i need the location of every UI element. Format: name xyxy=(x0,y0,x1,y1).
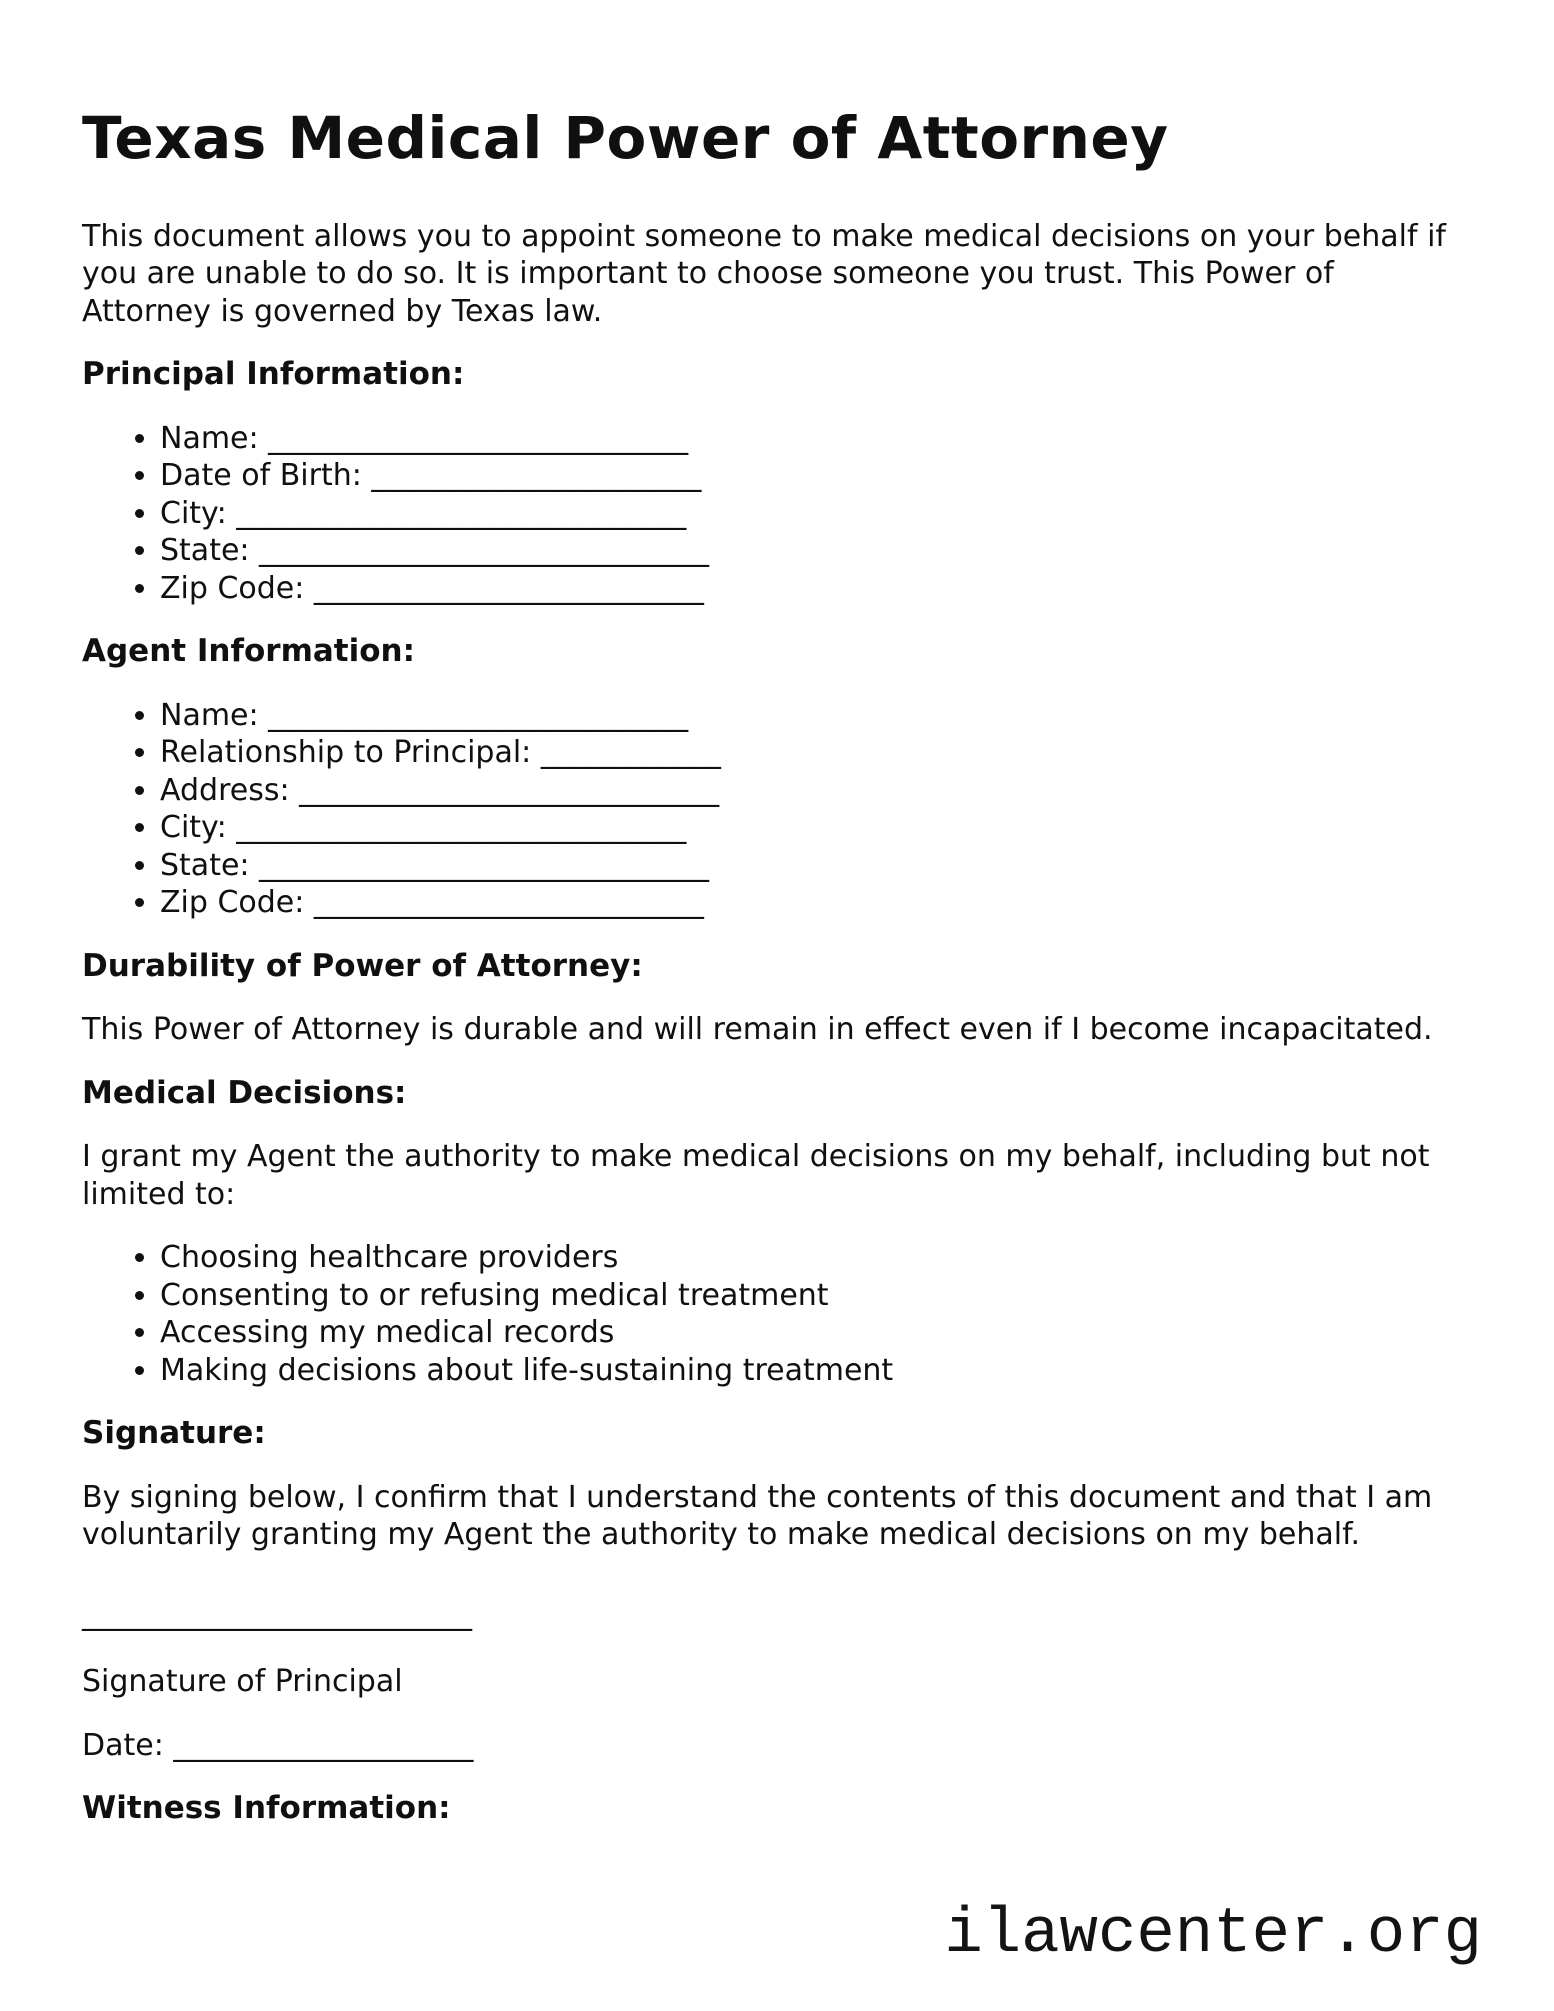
durability-heading: Durability of Power of Attorney: xyxy=(82,947,643,984)
medical-decision-item: • Accessing my medical records xyxy=(160,1314,1472,1352)
principal-zip-field: • Zip Code: __________________________ xyxy=(160,570,1472,608)
witness-info-heading: Witness Information: xyxy=(82,1790,451,1827)
principal-city-field: • City: ______________________________ xyxy=(160,495,1472,533)
medical-decision-item: • Consenting to or refusing medical treatment xyxy=(160,1277,1472,1315)
agent-state-field: • State: ______________________________ xyxy=(160,847,1472,885)
agent-relationship-field: • Relationship to Principal: ____________ xyxy=(160,734,1472,772)
agent-fields-list xyxy=(82,697,1472,922)
signature-caption: Signature of Principal xyxy=(82,1664,403,1700)
principal-state-field: • State: ______________________________ xyxy=(160,532,1472,570)
signature-paragraph: By signing below, I confirm that I understand the contents of this document and that I am voluntarily granting my Agent the authority to make medical decisions on my behalf. xyxy=(82,1479,1433,1553)
medical-decision-item: • Making decisions about life-sustaining treatment xyxy=(160,1352,1472,1390)
principal-signature-line: __________________________ xyxy=(82,1596,472,1632)
durability-paragraph: This Power of Attorney is durable and will remain in effect even if I become incapacitated. xyxy=(82,1012,1433,1048)
agent-address-field: • Address: ____________________________ xyxy=(160,772,1472,810)
principal-name-field: • Name: ____________________________ xyxy=(160,420,1472,458)
agent-zip-field: • Zip Code: __________________________ xyxy=(160,884,1472,922)
medical-decisions-list xyxy=(82,1239,1472,1389)
signature-heading: Signature: xyxy=(82,1415,266,1452)
footer-brand: ilawcenter.org xyxy=(944,1899,1482,1971)
intro-paragraph: This document allows you to appoint someone to make medical decisions on your behalf if you are unable to do so. It is important to choose someone you trust. This Power of Attorney is governed by Texas law. xyxy=(82,218,1446,329)
principal-info-heading: Principal Information: xyxy=(82,356,465,393)
principal-dob-field: • Date of Birth: ______________________ xyxy=(160,457,1472,495)
medical-decision-item: • Choosing healthcare providers xyxy=(160,1239,1472,1277)
medical-decisions-intro: I grant my Agent the authority to make medical decisions on my behalf, including but not limited to: xyxy=(82,1139,1430,1212)
document-title: Texas Medical Power of Attorney xyxy=(82,104,1169,172)
principal-fields-list xyxy=(82,420,1472,608)
medical-decisions-heading: Medical Decisions: xyxy=(82,1074,407,1111)
agent-name-field: • Name: ____________________________ xyxy=(160,697,1472,735)
date-field: Date: ____________________ xyxy=(82,1727,474,1763)
agent-city-field: • City: ______________________________ xyxy=(160,809,1472,847)
agent-info-heading: Agent Information: xyxy=(82,633,415,670)
